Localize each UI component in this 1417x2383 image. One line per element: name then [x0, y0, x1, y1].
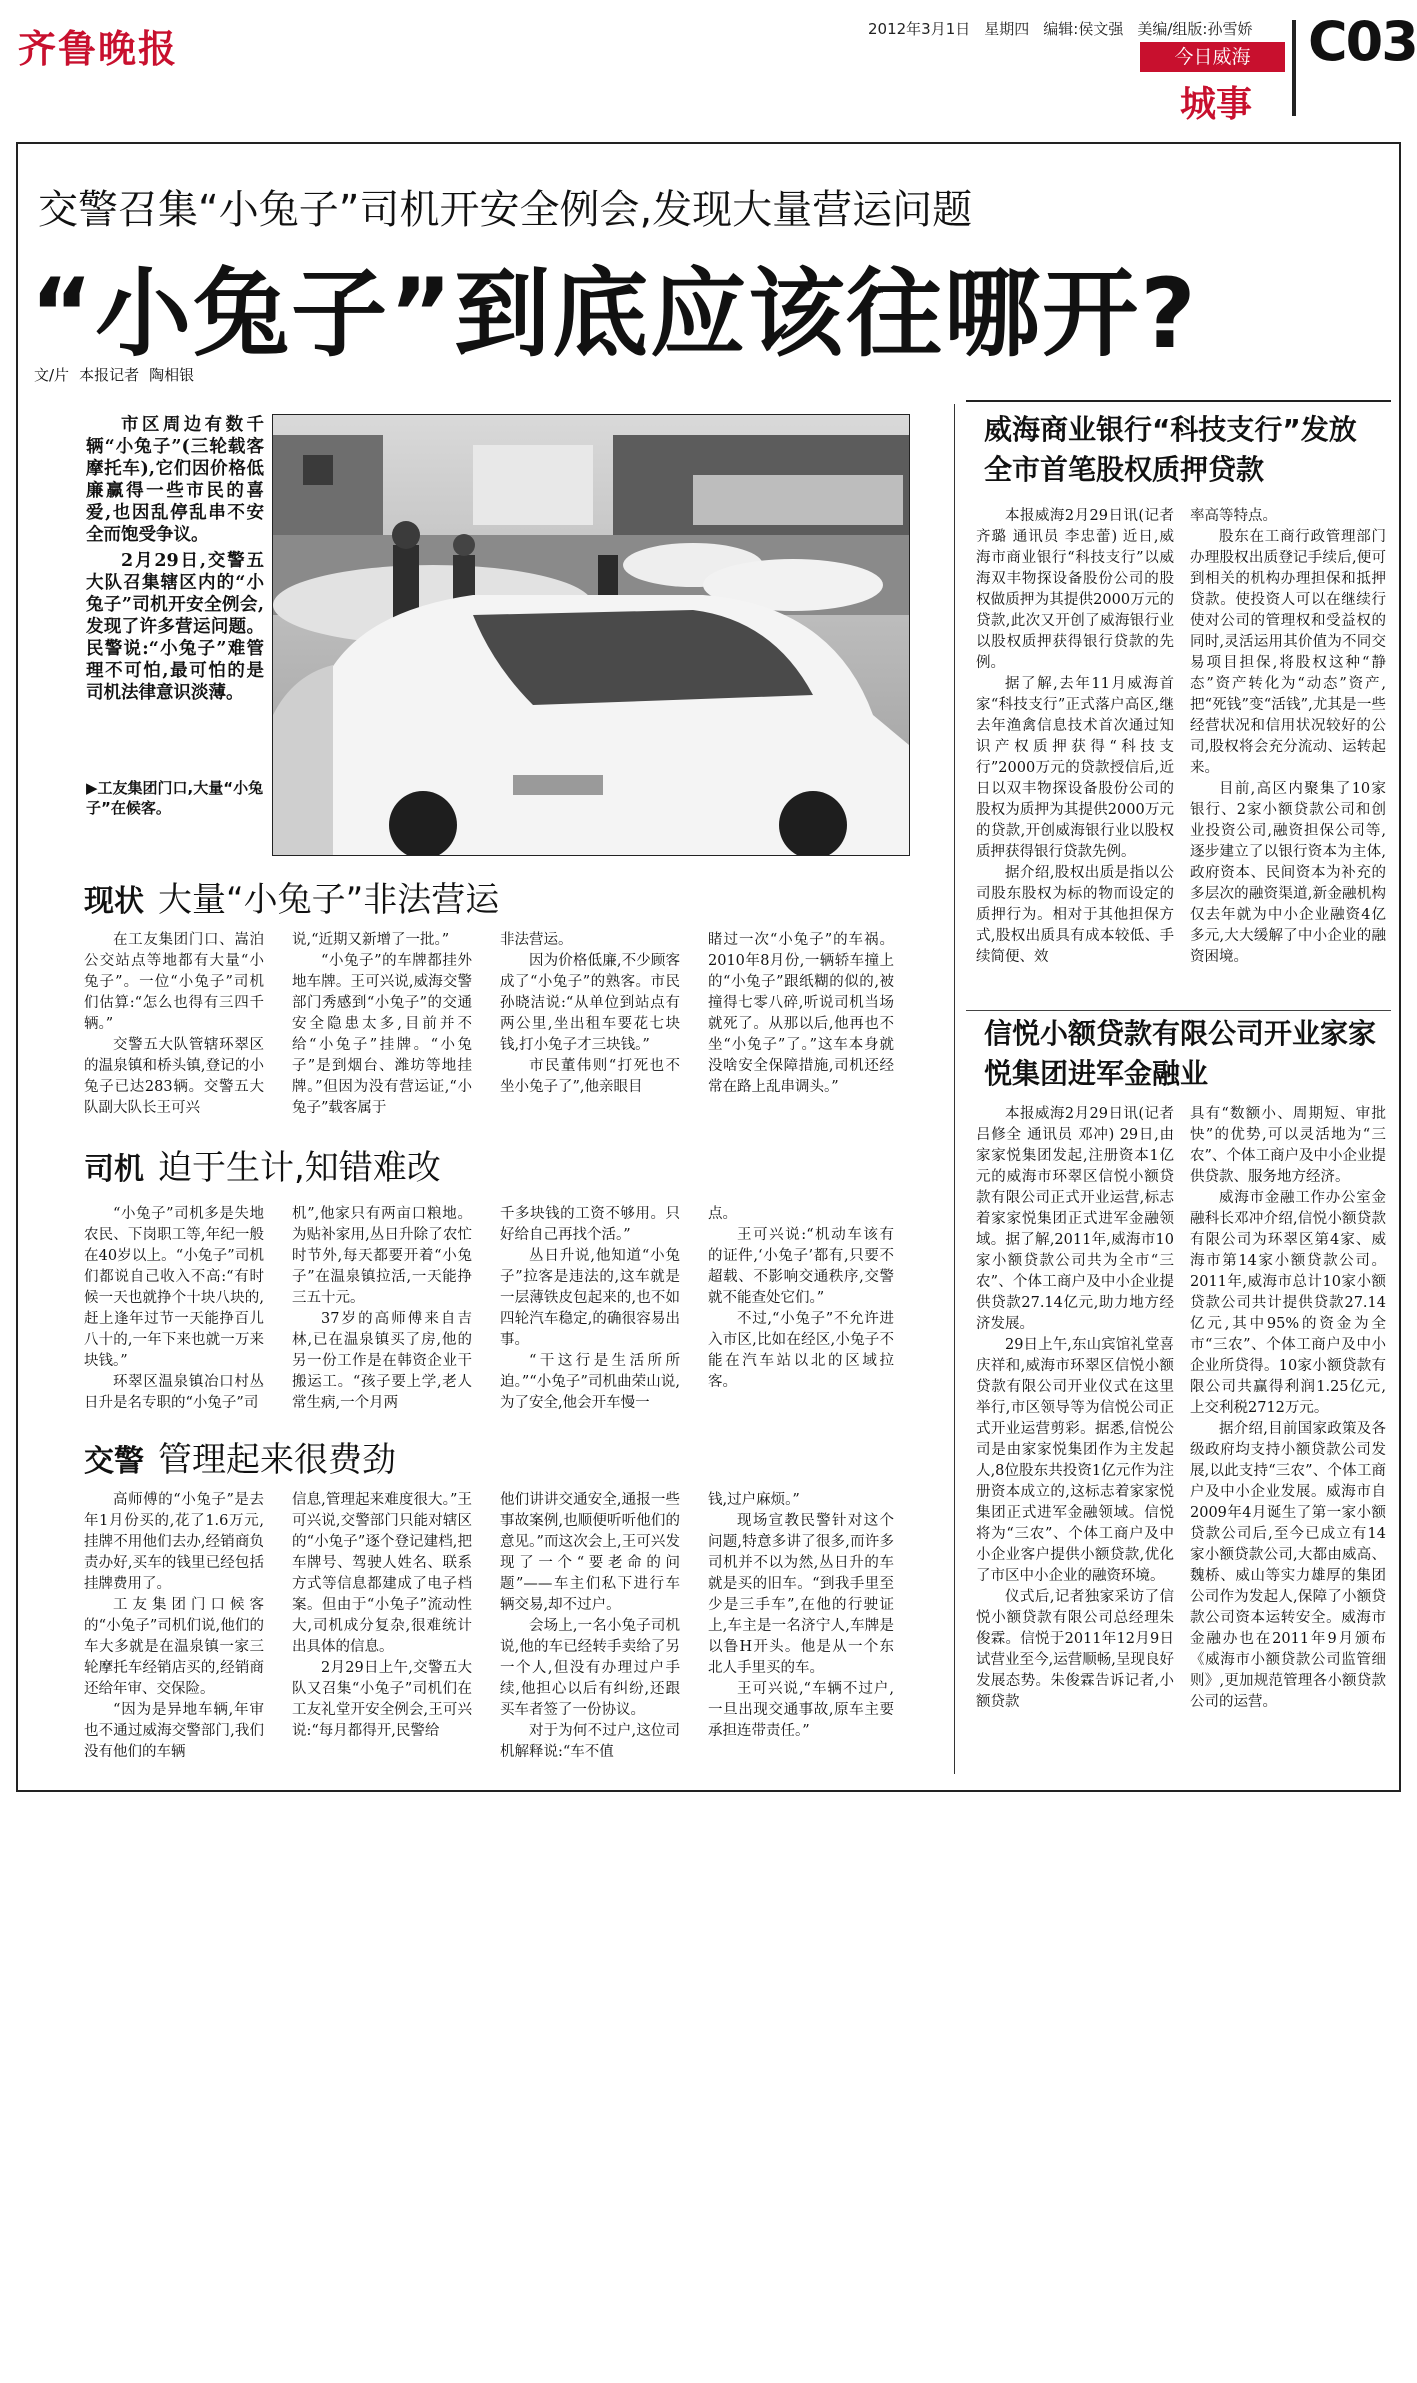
article-column	[292, 1204, 472, 1414]
section-tag: 今日威海	[1140, 42, 1285, 72]
article-column	[292, 930, 472, 1119]
paragraph: “小兔子”的车牌都挂外地车牌。王可兴说,威海交警部门秀感到“小兔子”的交通安全隐患太多,目前并不给“小兔子”挂牌。“小兔子”是到烟台、潍坊等地挂牌。”但因为没有营运证,“小兔子”载客属于	[292, 953, 472, 1116]
news-photo	[272, 414, 910, 856]
story-rule	[966, 1010, 1391, 1011]
section-title: 管理起来很费劲	[158, 1440, 396, 1480]
article-column	[292, 1490, 472, 1742]
paragraph: 本报威海2月29日讯(记者 齐璐 通讯员 李忠蕾) 近日,威海市商业银行“科技支行”以威海双丰物探设备股份公司的股权做质押为其提供2000万元的贷款,此次又开创了威海银行业以股权质押获得银行贷款的先例。	[976, 508, 1174, 671]
editor-credit: 编辑:侯文强	[1043, 20, 1124, 38]
paragraph: 他们讲讲交通安全,通报一些事故案例,也顺便听听他们的意见。”而这次会上,王可兴发现了一个“要老命的问题”——车主们私下进行车辆交易,却不过户。	[500, 1492, 680, 1613]
section-tag-label: 交警	[84, 1444, 144, 1479]
paragraph: 因为价格低廉,不少顾客成了“小兔子”的熟客。市民孙晓洁说:“从单位到站点有两公里,坐出租车要花七块钱,打小兔子才三块钱。”	[500, 953, 680, 1053]
paragraph: 市民董伟则“打死也不坐小兔子了”,他亲眼目	[500, 1058, 680, 1095]
article-column	[708, 1204, 894, 1393]
article-column	[708, 1490, 894, 1742]
paragraph: 工友集团门口候客的“小兔子”司机们说,他们的车大多就是在温泉镇一家三轮摩托车经销店买的,经销商还给年审、交保险。	[84, 1597, 264, 1697]
lead-paragraph: 2月29日,交警五大队召集辖区内的“小兔子”司机开安全例会,发现了许多营运问题。民警说:“小兔子”难管理不可怕,最可怕的是司机法律意识淡薄。	[86, 551, 264, 703]
story1-column	[1190, 506, 1386, 968]
story2-column	[976, 1104, 1174, 1713]
section-tag-label: 司机	[84, 1152, 144, 1187]
paragraph: 据了解,去年11月威海首家“科技支行”正式落户高区,继去年渔禽信息技术首次通过知识产权质押获得“科技支行”2000万元的贷款授信后,近日以双丰物探设备股份公司的股权为质押为其提供2000万元的贷款,开创威海银行业以股权质押获得银行贷款先例。	[976, 676, 1174, 860]
column-divider	[954, 404, 955, 1774]
byline-author: 陶相银	[149, 366, 195, 384]
article-column	[500, 930, 680, 1098]
section-title: 迫于生计,知错难改	[158, 1148, 441, 1188]
paragraph: 率高等特点。	[1190, 508, 1277, 524]
paragraph: 高师傅的“小兔子”是去年1月份买的,花了1.6万元,挂牌不用他们去办,经销商负责办好,买车的钱里已经包括挂牌费用了。	[84, 1492, 264, 1592]
lead-paragraph: 市区周边有数千辆“小兔子”(三轮载客摩托车),它们因价格低廉赢得一些市民的喜爱,也因乱停乱串不安全而饱受争议。	[86, 415, 264, 545]
article-column	[708, 930, 894, 1098]
byline-role: 本报记者	[79, 366, 140, 384]
paragraph: 千多块钱的工资不够用。只好给自己再找个活。”	[500, 1206, 680, 1243]
newspaper-logo: 齐鲁晚报	[18, 26, 179, 71]
issue-date: 2012年3月1日	[868, 20, 971, 38]
article-column	[500, 1204, 680, 1414]
paragraph: 对于为何不过户,这位司机解释说:“车不值	[500, 1723, 680, 1760]
paragraph: 37岁的高师傅来自吉林,已在温泉镇买了房,他的另一份工作是在韩资企业干搬运工。“孩子要上学,老人常生病,一个月两	[292, 1311, 472, 1411]
section-tag-label: 现状	[84, 884, 144, 919]
story1-headline: 威海商业银行“科技支行”发放全市首笔股权质押贷款	[984, 413, 1357, 486]
story-rule	[966, 400, 1391, 402]
article-column	[84, 930, 264, 1119]
section-heading-status	[84, 872, 499, 921]
section-name: 城事	[1180, 84, 1253, 125]
lead-paragraphs	[86, 414, 264, 708]
page-number: C03	[1308, 10, 1417, 73]
paragraph: “小兔子”司机多是失地农民、下岗职工等,年纪一般在40岁以上。“小兔子”司机们都说自己收入不高:“有时候一天也就挣个十块八块的,赶上逢年过节一天能挣百儿八十的,一年下来也就一万来块钱。”	[84, 1206, 264, 1369]
byline	[34, 364, 204, 385]
issue-weekday: 星期四	[984, 20, 1030, 38]
paragraph: 王可兴说,“车辆不过户,一旦出现交通事故,原车主要承担连带责任。”	[708, 1681, 894, 1739]
paragraph: 据介绍,目前国家政策及各级政府均支持小额贷款公司发展,以此支持“三农”、个体工商户及中小企业发展。威海市自2009年4月诞生了第一家小额贷款公司后,至今已成立有14家小额贷款公司,大都由威高、魏桥、威山等实力雄厚的集团公司作为发起人,保障了小额贷款公司资本运转安全。威海市金融办也在2011年9月颁布《威海市小额贷款公司监管细则》,更加规范管理各小额贷款公司的运营。	[1190, 1421, 1386, 1710]
paragraph: 据介绍,股权出质是指以公司股东股权为标的物而设定的质押行为。相对于其他担保方式,股权出质具有成本较低、手续简便、效	[976, 865, 1174, 965]
paragraph: 本报威海2月29日讯(记者 吕修全 通讯员 邓冲) 29日,由家家悦集团发起,注册资本1亿元的威海市环翠区信悦小额贷款有限公司正式开业运营,标志着家家悦集团正式进军金融领域。据了解,2011年,威海市10家小额贷款公司共为全市“三农”、个体工商户及中小企业提供贷款27.14亿元,助力地方经济发展。	[976, 1106, 1174, 1332]
paragraph: 具有“数额小、周期短、审批快”的优势,可以灵活地为“三农”、个体工商户及中小企业提供贷款、服务地方经济。	[1190, 1106, 1386, 1185]
article-column	[84, 1204, 264, 1414]
byline-type: 文/片	[34, 366, 70, 384]
paragraph: “干这行是生活所所迫。”“小兔子”司机曲荣山说,为了安全,他会开车慢一	[500, 1353, 680, 1411]
article-column	[500, 1490, 680, 1763]
article-column	[84, 1490, 264, 1763]
paragraph: 王可兴说:“机动车该有的证件,‘小兔子’都有,只要不超载、不影响交通秩序,交警就不能查处它们。”	[708, 1227, 894, 1306]
photo-caption: ▶工友集团门口,大量“小兔子”在候客。	[86, 779, 264, 817]
paragraph: 会场上,一名小兔子司机说,他的车已经转手卖给了另一个人,但没有办理过户手续,他担心以后有纠纷,还跟买车者签了一份协议。	[500, 1618, 680, 1718]
kicker-headline: 交警召集“小兔子”司机开安全例会,发现大量营运问题	[38, 187, 973, 233]
designer-credit: 美编/组版:孙雪娇	[1137, 20, 1253, 38]
masthead-divider	[1292, 20, 1296, 116]
paragraph: 机”,他家只有两亩口粮地。为贴补家用,丛日升除了农忙时节外,每天都要开着“小兔子”在温泉镇拉活,一天能挣三五十元。	[292, 1206, 472, 1306]
paragraph: 点。	[708, 1206, 737, 1222]
paragraph: 在工友集团门口、嵩泊公交站点等地都有大量“小兔子”。一位“小兔子”司机们估算:“怎么也得有三四千辆。”	[84, 932, 264, 1032]
paragraph: 非法营运。	[500, 932, 573, 948]
paragraph: 威海市金融工作办公室金融科长邓冲介绍,信悦小额贷款有限公司为环翠区第4家、威海市第14家小额贷款公司。2011年,威海市总计10家小额贷款公司共计提供贷款27.14亿元,其中95%的资金为全市“三农”、个体工商户及中小企业所贷得。10家小额贷款有限公司共赢得利润1.25亿元,上交利税2712万元。	[1190, 1190, 1386, 1416]
story1-column	[976, 506, 1174, 968]
paragraph: 2月29日上午,交警五大队又召集“小兔子”司机们在工友礼堂开安全例会,王可兴说:“每月都得开,民警给	[292, 1660, 472, 1739]
paragraph: 不过,“小兔子”不允许进入市区,比如在经区,小兔子不能在汽车站以北的区域拉客。	[708, 1311, 894, 1390]
photo-illustration	[273, 415, 909, 855]
section-title: 大量“小兔子”非法营运	[158, 880, 500, 920]
paragraph: 信息,管理起来难度很大。”王可兴说,交警部门只能对辖区的“小兔子”逐个登记建档,把车牌号、驾驶人姓名、联系方式等信息都建成了电子档案。但由于“小兔子”流动性大,司机成分复杂,很难统计出具体的信息。	[292, 1492, 472, 1655]
paragraph: 现场宣教民警针对这个问题,特意多讲了很多,而许多司机并不以为然,丛日升的车就是买的旧车。“到我手里至少是三手车”,在他的行驶证上,车主是一名济宁人,车牌是以鲁H开头。他是从一个东北人手里买的车。	[708, 1513, 894, 1676]
paragraph: “因为是异地车辆,年审也不通过威海交警部门,我们没有他们的车辆	[84, 1702, 264, 1760]
dateline	[868, 18, 1266, 39]
section-heading-drivers	[84, 1140, 441, 1189]
paragraph: 环翠区温泉镇冶口村丛日升是名专职的“小兔子”司	[84, 1374, 264, 1411]
paragraph: 29日上午,东山宾馆礼堂喜庆祥和,威海市环翠区信悦小额贷款有限公司开业仪式在这里举行,市区领导等为信悦公司正式开业运营剪彩。据悉,信悦公司是由家家悦集团作为主发起人,8位股东共投资1亿元作为注册资本成立的,这标志着家家悦集团正式进军金融领域。信悦将为“三农”、个体工商户及中小企业客户提供小额贷款,优化了市区中小企业的融资环境。	[976, 1337, 1174, 1584]
story2-column	[1190, 1104, 1386, 1713]
paragraph: 目前,高区内聚集了10家银行、2家小额贷款公司和创业投资公司,融资担保公司等,逐步建立了以银行资本为主体,政府资本、民间资本为补充的多层次的融资渠道,新金融机构仅去年就为中小企业融资4亿多元,大大缓解了中小企业的融资困境。	[1190, 781, 1386, 965]
paragraph: 钱,过户麻烦。”	[708, 1492, 800, 1508]
paragraph: 股东在工商行政管理部门办理股权出质登记手续后,便可到相关的机构办理担保和抵押贷款。使投资人可以在继续行使对公司的管理权和受益权的同时,灵活运用其价值为不同交易项目担保,将股权这种“静态”资产转化为“动态”资产,把“死钱”变“活钱”,尤其是一些经营状况和信用状况较好的公司,股权将会充分流动、运转起来。	[1190, 529, 1386, 776]
section-heading-police	[84, 1432, 396, 1481]
story2-headline: 信悦小额贷款有限公司开业家家悦集团进军金融业	[984, 1017, 1377, 1090]
paragraph: 交警五大队管辖环翠区的温泉镇和桥头镇,登记的小兔子已达283辆。交警五大队副大队长王可兴	[84, 1037, 264, 1116]
paragraph: 仪式后,记者独家采访了信悦小额贷款有限公司总经理朱俊霖。信悦于2011年12月9日试营业至今,运营顺畅,呈现良好发展态势。朱俊霖告诉记者,小额贷款	[976, 1589, 1174, 1710]
paragraph: 睹过一次“小兔子”的车祸。2010年8月份,一辆轿车撞上的“小兔子”跟纸糊的似的,被撞得七零八碎,听说司机当场就死了。从那以后,他再也不坐“小兔子”了。”这车本身就没啥安全保障措施,司机还经常在路上乱串调头。”	[708, 932, 894, 1095]
main-headline: “小兔子”到底应该往哪开?	[30, 258, 1198, 370]
paragraph: 丛日升说,他知道“小兔子”拉客是违法的,这车就是一层薄铁皮包起来的,也不如四轮汽车稳定,的确很容易出事。	[500, 1248, 680, 1348]
paragraph: 说,“近期又新增了一批。”	[292, 932, 450, 948]
